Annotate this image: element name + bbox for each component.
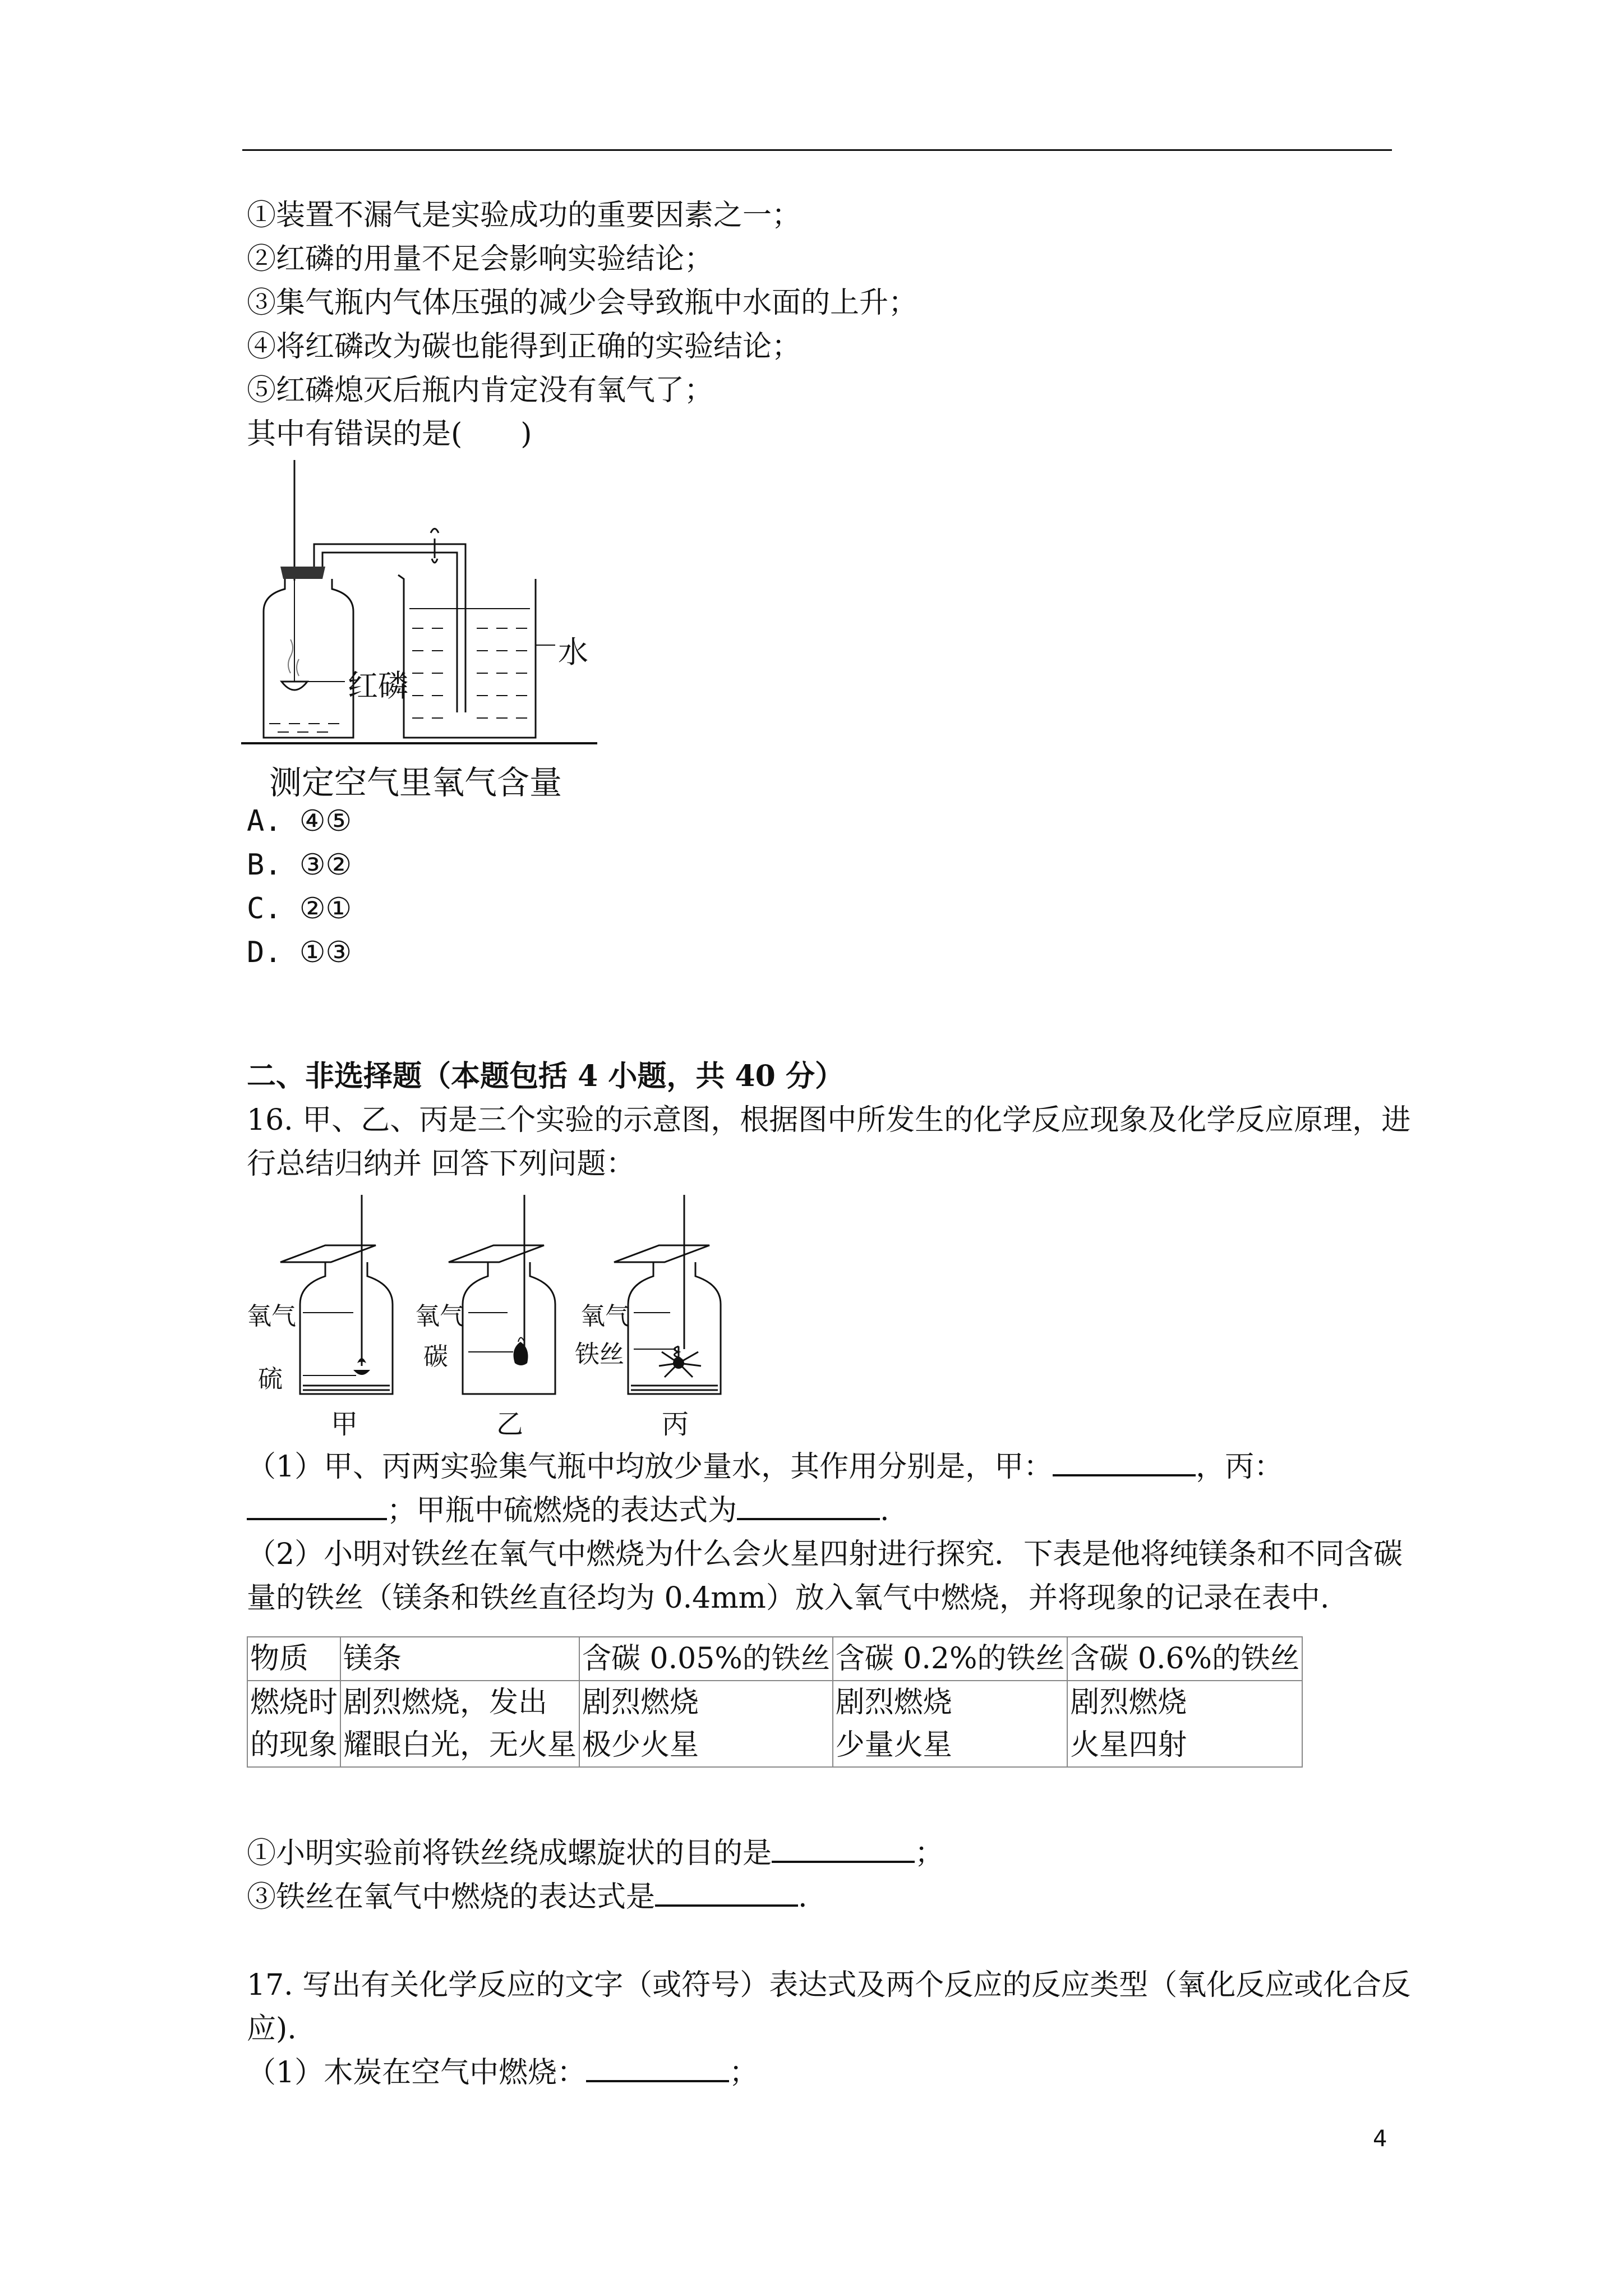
table-row-label: 燃烧时 的现象	[247, 1681, 340, 1767]
table-cell: 剧烈燃烧 极少火星	[579, 1681, 833, 1767]
table-cell: 剧烈燃烧，发出 耀眼白光，无火星	[340, 1681, 579, 1767]
q16-part1-line1	[247, 1445, 1283, 1489]
option-a: A. ④⑤	[247, 804, 352, 838]
jar3-caption: 丙	[662, 1409, 689, 1440]
q16-part1-text-b: ，丙：	[1196, 1450, 1284, 1484]
jar2-oxygen-label: 氧气	[415, 1302, 464, 1331]
q16-part1-line2	[247, 1489, 889, 1533]
statement-3: ③集气瓶内气体压强的减少会导致瓶中水面的上升；	[247, 286, 918, 320]
q16-part2-line2: 量的铁丝（镁条和铁丝直径均为 0.4mm）放入氧气中燃烧，并将现象的记录在表中.	[247, 1581, 1330, 1615]
table-header-cell: 含碳 0.2%的铁丝	[833, 1637, 1068, 1681]
option-d: D. ①③	[247, 936, 352, 969]
jar2-caption: 乙	[496, 1409, 524, 1440]
jar3-oxygen-label: 氧气	[580, 1302, 630, 1331]
statement-1: ①装置不漏气是实验成功的重要因素之一；	[247, 199, 801, 232]
statement-2: ②红磷的用量不足会影响实验结论；	[247, 242, 714, 276]
table-header-cell: 镁条	[340, 1637, 579, 1681]
q16-line-2: 行总结归纳并 回答下列问题：	[247, 1147, 635, 1181]
jar3-iron-wire-label: 铁丝	[575, 1340, 624, 1369]
table-header-cell: 含碳 0.6%的铁丝	[1067, 1637, 1302, 1681]
q16-part2-line1: （2）小明对铁丝在氧气中燃烧为什么会火星四射进行探究．下表是他将纯镁条和不同含碳	[247, 1538, 1403, 1571]
q17-part1: （1）木炭在空气中燃烧： ；	[247, 2051, 758, 2095]
statement-4: ④将红磷改为碳也能得到正确的实验结论；	[247, 330, 801, 364]
table-cell: 剧烈燃烧 少量火星	[833, 1681, 1068, 1767]
jar2-carbon-label: 碳	[423, 1342, 448, 1371]
q16-part1-text-d: .	[880, 1494, 889, 1527]
question-prompt: 其中有错误的是( )	[247, 417, 532, 451]
q17-line-2: 应).	[247, 2012, 297, 2046]
combustion-figure	[241, 1195, 757, 1440]
answer-blank-jia[interactable]	[1053, 1445, 1196, 1476]
q16-part1-text-a: （1）甲、丙两实验集气瓶中均放少量水，其作用分别是，甲：	[247, 1450, 1053, 1484]
label-water: 水	[558, 634, 588, 670]
q16-part1-text-c: ；甲瓶中硫燃烧的表达式为	[387, 1494, 737, 1527]
section-heading: 二、非选择题（本题包括 4 小题，共 40 分）	[247, 1059, 844, 1093]
q16-sub1: ①小明实验前将铁丝绕成螺旋状的目的是 ；	[247, 1832, 944, 1875]
answer-blank-spiral-purpose[interactable]	[772, 1832, 915, 1863]
q16-line-1: 16. 甲、乙、丙是三个实验的示意图，根据图中所发生的化学反应现象及化学反应原理，进	[247, 1103, 1411, 1137]
apparatus-diagram	[241, 460, 600, 752]
page-number: 4	[1373, 2126, 1387, 2152]
table-header-cell: 含碳 0.05%的铁丝	[579, 1637, 833, 1681]
answer-blank-iron-expression[interactable]	[655, 1875, 798, 1907]
table-header-cell: 物质	[247, 1637, 340, 1681]
answer-blank-bing[interactable]	[247, 1489, 387, 1520]
table-row	[247, 1681, 1302, 1767]
label-red-phosphorus: 红磷	[348, 668, 408, 703]
option-c: C. ②①	[247, 892, 352, 926]
header-rule	[242, 149, 1392, 151]
answer-blank-charcoal[interactable]	[586, 2051, 729, 2082]
jar1-sulfur-label: 硫	[258, 1365, 283, 1393]
jar1-caption: 甲	[331, 1409, 358, 1440]
table-header-row	[247, 1637, 1302, 1681]
table-cell: 剧烈燃烧 火星四射	[1067, 1681, 1302, 1767]
statement-5: ⑤红磷熄灭后瓶内肯定没有氧气了；	[247, 374, 714, 407]
oxygen-measurement-figure	[241, 460, 600, 802]
q16-sub3: ③铁丝在氧气中燃烧的表达式是 .	[247, 1875, 808, 1919]
figure-caption: 测定空气里氧气含量	[269, 763, 562, 802]
combustion-table	[247, 1636, 1303, 1768]
three-jars-diagram	[241, 1195, 757, 1436]
answer-blank-sulfur-expression[interactable]	[737, 1489, 880, 1520]
option-b: B. ③②	[247, 848, 352, 882]
jar1-oxygen-label: 氧气	[247, 1302, 296, 1331]
q17-line-1: 17. 写出有关化学反应的文字（或符号）表达式及两个反应的反应类型（氧化反应或化合反	[247, 1968, 1411, 2002]
